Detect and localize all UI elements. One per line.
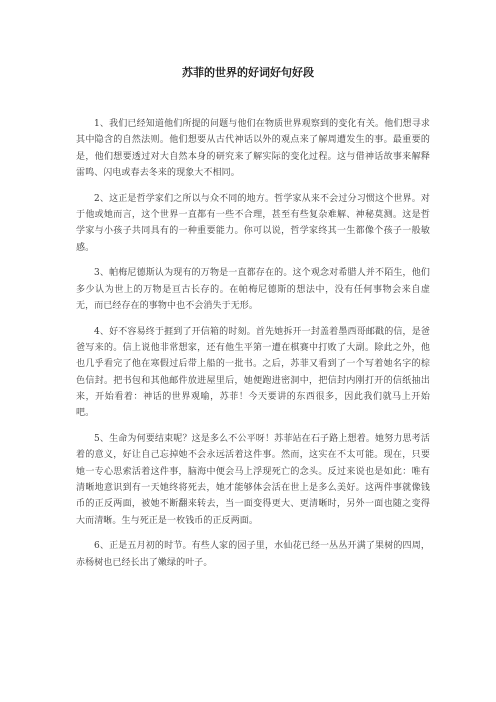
paragraph-6: 6、正是五月初的时节。有些人家的园子里，水仙花已经一丛丛开满了果树的四周，赤杨树也已经长出了嫩绿的叶子。 <box>76 541 430 568</box>
document-body <box>76 116 430 571</box>
paragraph-3: 3、帕梅尼德斯认为现有的万物是一直都存在的。这个观念对希腊人并不陌生，他们多少认为世上的万物是亘古长存的。在帕梅尼德斯的想法中，没有任何事物会来自虚无，而已经存在的事物中也不会消失于无形。 <box>76 268 430 311</box>
paragraph-2: 2、这正是哲学家们之所以与众不同的地方。哲学家从来不会过分习惯这个世界。对于他或她而言，这个世界一直都有一些不合理，甚至有些复杂难解、神秘莫测。这是哲学家与小孩子共同具有的一种重要能力。你可以说，哲学家终其一生都像个孩子一般敏感。 <box>76 193 430 253</box>
document-title: 苏菲的世界的好词好句好段 <box>182 66 314 79</box>
paragraph-4: 4、好不容易终于捱到了开信箱的时刻。首先她拆开一封盖着墨西哥邮戳的信，是爸爸写来的。信上说他非常想家，还有他生平第一遭在棋赛中打败了大副。除此之外，他也几乎看完了他在寒假过后带上船的一批书。之后，苏菲又看到了一个写着她名字的棕色信封。把书包和其他邮件放进屋里后，她便跑进密洞中，把信封内刚打开的信纸抽出来，开始看着：神话的世界观喻，苏菲！今天要讲的东西很多，因此我们就马上开始吧。 <box>76 326 430 419</box>
paragraph-1: 1、我们已经知道他们所提的问题与他们在物质世界观察到的变化有关。他们想寻求其中隐含的自然法则。他们想要从古代神话以外的观点来了解周遭发生的事。最重要的是，他们想要透过对大自然本身的研究来了解实际的变化过程。这与借神话故事来解释雷鸣、闪电或春去冬来的现象大不相同。 <box>76 119 430 178</box>
paragraph-5: 5、生命为何要结束呢？这是多么不公平呀！苏菲站在石子路上想着。她努力思考活着的意义，好让自己忘掉她不会永远活着这件事。然而，这实在不太可能。现在，只要她一专心思索活着这件事，脑海中便会马上浮现死亡的念头。反过来说也是如此：唯有清晰地意识到有一天她终将死去，她才能够体会活在世上是多么美好。这两件事就像钱币的正反两面，被她不断翻来转去，当一面变得更大、更清晰时，另外一面也随之变得大而清晰。生与死正是一枚钱币的正反两面。 <box>76 434 430 526</box>
